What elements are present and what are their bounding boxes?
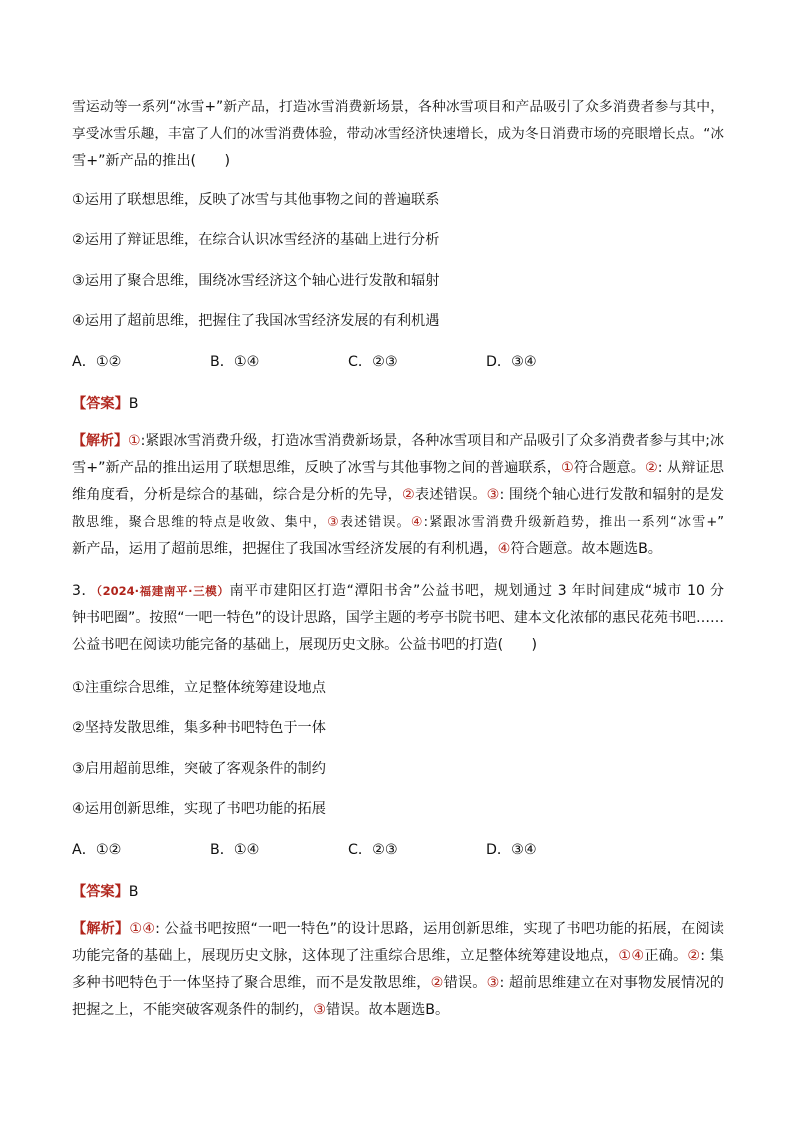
analysis-text: 多种书吧特色于一体坚持了聚合思维，而不是发散思维， [72, 975, 431, 991]
stem-line: 雪运动等一系列“冰雪+”新产品，打造冰雪消费新场景，各种冰雪项目和产品吸引了众多消费者参与其中， [72, 99, 724, 115]
analysis-text: : 公益书吧按照“一吧一特色”的设计思路，运用创新思维，实现了书吧功能的拓展，在阅读 [155, 921, 724, 937]
analysis-text: : 从辩证思 [657, 460, 724, 476]
analysis-text: 错误。故本题选B。 [325, 1002, 450, 1018]
analysis-text: 表述错误。 [414, 487, 487, 503]
analysis-text: 维角度看，分析是综合的基础，综合是分析的先导， [72, 487, 402, 503]
statement-1: ①注重综合思维，立足整体统筹建设地点 [72, 680, 326, 696]
analysis-line [72, 482, 724, 509]
analysis-text: 正确。 [644, 948, 688, 964]
analysis-text: 功能完备的基础上，展现历史文脉，这体现了注重综合思维，立足整体统筹建设地点， [72, 948, 619, 964]
option-d: D．③④ [486, 354, 537, 370]
stem-line: 雪+”新产品的推出( ) [72, 153, 230, 169]
analysis-line [72, 943, 724, 970]
analysis-tag: 【解析】 [72, 433, 128, 449]
analysis-text: : 超前思维建立在对事物发展情况的 [499, 975, 724, 991]
answer-tag: 【答案】 [72, 396, 129, 412]
statement-2: ②坚持发散思维，集多种书吧特色于一体 [72, 720, 326, 736]
statement-3: ③运用了聚合思维，围绕冰雪经济这个轴心进行发散和辐射 [72, 273, 440, 289]
analysis-line [72, 455, 724, 482]
answer-value: B [128, 884, 139, 900]
marker: ② [401, 487, 415, 503]
answer-value: B [128, 396, 139, 412]
analysis-text: 符合题意。故本题选B。 [510, 541, 662, 557]
answer-options [72, 839, 724, 861]
marker: ①④ [618, 948, 645, 964]
analysis-text: 把握之上，不能突破客观条件的制约， [72, 1002, 314, 1018]
marker: ③ [313, 1002, 326, 1018]
stem-line [72, 578, 724, 605]
question-3-stem [72, 578, 724, 659]
option-b: B．①④ [210, 354, 260, 370]
question-source: （2024·福建南平·三模） [96, 584, 230, 598]
statement-4: ④运用了超前思维，把握住了我国冰雪经济发展的有利机遇 [72, 313, 440, 329]
marker: ② [430, 975, 444, 991]
analysis-line [72, 509, 724, 536]
marker: ① [128, 433, 141, 449]
option-c: C．②③ [348, 354, 398, 370]
question-number: 3． [72, 583, 97, 599]
marker: ① [561, 460, 574, 476]
analysis-line [72, 536, 724, 563]
statement-2: ②运用了辩证思维，在综合认识冰雪经济的基础上进行分析 [72, 232, 440, 248]
analysis-line [72, 970, 724, 997]
question-2-stem [72, 94, 724, 175]
option-a: A．①② [72, 842, 122, 858]
analysis-text: :紧跟冰雪消费升级新趋势，推出一系列“冰雪+” [423, 515, 724, 530]
answer-options [72, 351, 724, 373]
analysis-text: 表述错误。 [339, 515, 411, 530]
marker: ③ [486, 487, 500, 503]
marker: ④ [410, 515, 424, 530]
analysis-text: 雪+”新产品的推出运用了联想思维，反映了冰雪与其他事物之间的普遍联系， [72, 460, 562, 476]
option-d: D．③④ [486, 842, 537, 858]
analysis-text: : 集 [700, 948, 724, 964]
analysis-text: 错误。 [443, 975, 487, 991]
marker: ③ [486, 975, 500, 991]
statement-4: ④运用创新思维，实现了书吧功能的拓展 [72, 801, 326, 817]
marker: ③ [327, 515, 340, 530]
marker: ④ [497, 541, 511, 557]
answer-line [72, 879, 724, 906]
option-b: B．①④ [210, 842, 260, 858]
analysis-line [72, 997, 724, 1024]
answer-tag: 【答案】 [72, 884, 129, 900]
marker: ② [687, 948, 701, 964]
analysis-line [72, 916, 724, 943]
option-a: A．①② [72, 354, 122, 370]
answer-line [72, 391, 724, 418]
analysis-tag: 【解析】 [72, 921, 130, 937]
option-c: C．②③ [348, 842, 398, 858]
analysis-text: :紧跟冰雪消费升级，打造冰雪消费新场景，各种冰雪项目和产品吸引了众多消费者参与其中;冰 [140, 433, 724, 449]
statement-3: ③启用超前思维，突破了客观条件的制约 [72, 761, 326, 777]
marker: ② [644, 460, 658, 476]
analysis-text: 散思维，聚合思维的特点是收敛、集中， [72, 515, 328, 530]
marker: ①④ [129, 921, 156, 937]
analysis-text: 符合题意。 [573, 460, 645, 476]
statement-1: ①运用了联想思维，反映了冰雪与其他事物之间的普遍联系 [72, 192, 440, 208]
stem-text: 南平市建阳区打造“潭阳书舍”公益书吧，规划通过 3 年时间建成“城市 10 分 [229, 583, 724, 599]
stem-line: 公益书吧在阅读功能完备的基础上，展现历史文脉。公益书吧的打造( ) [72, 637, 538, 653]
stem-line: 钟书吧圈”。按照“一吧一特色”的设计思路，国学主题的考亭书院书吧、建本文化浓郁的惠民花苑书吧…… [72, 610, 724, 626]
analysis [72, 428, 724, 563]
stem-line: 享受冰雪乐趣，丰富了人们的冰雪消费体验，带动冰雪经济快速增长，成为冬日消费市场的亮眼增长点。“冰 [72, 126, 724, 142]
analysis [72, 916, 724, 1024]
analysis-text: 新产品，运用了超前思维，把握住了我国冰雪经济发展的有利机遇， [72, 541, 498, 557]
analysis-line [72, 428, 724, 455]
analysis-text: : 围绕个轴心进行发散和辐射的是发 [499, 487, 724, 503]
